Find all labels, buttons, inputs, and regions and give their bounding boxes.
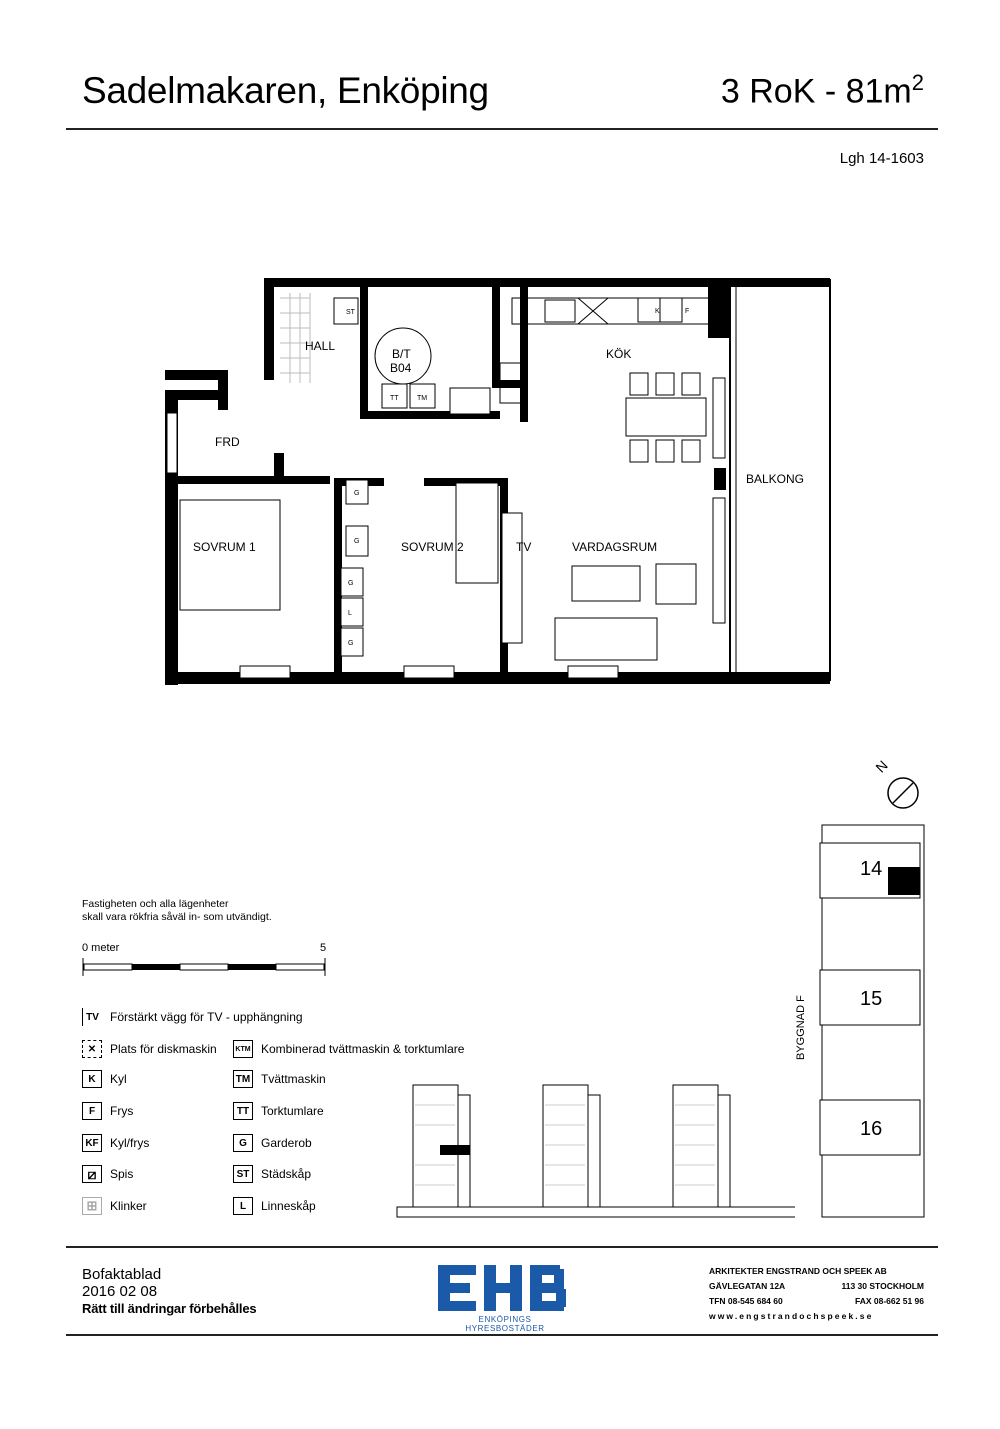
architect-street: GÄVLEGATAN 12A (709, 1281, 786, 1291)
bathroom-fixtures (334, 298, 490, 414)
architect-name: ARKITEKTER ENGSTRAND OCH SPEEK AB (709, 1266, 887, 1276)
architect-contact (709, 1294, 924, 1309)
legend-tv (82, 1008, 303, 1026)
legend-kf (82, 1134, 149, 1152)
legend-label: Torktumlare (261, 1104, 324, 1118)
rights-note: Rätt till ändringar förbehålles (82, 1301, 257, 1316)
room-bedroom-1: SOVRUM 1 (193, 540, 256, 554)
ehb-logo (438, 1265, 568, 1313)
room-storage: FRD (215, 435, 240, 449)
building-elevation (395, 1075, 795, 1220)
architect-tel: TFN 08-545 684 60 (709, 1296, 783, 1306)
note-line-2: skall vara rökfria såväl in- som utvändigt. (82, 911, 272, 923)
page-title: Sadelmakaren, Enköping (82, 70, 489, 111)
fixture-g2: G (354, 538, 360, 545)
footer-left (82, 1266, 256, 1317)
fixture-tt: TT (390, 395, 399, 402)
room-hall: HALL (305, 339, 336, 353)
building-label: BYGGNAD F (795, 995, 807, 1060)
legend-tt (233, 1102, 324, 1120)
f-symbol: F (82, 1102, 102, 1120)
ktm-symbol: KTM (233, 1040, 253, 1058)
architect-fax: FAX 08-662 51 96 (855, 1296, 924, 1306)
legend-f (82, 1102, 133, 1120)
legend-st (233, 1165, 311, 1183)
smoke-free-note (82, 898, 342, 924)
double-bed (180, 500, 280, 610)
room-bedroom-2: SOVRUM 2 (401, 540, 464, 554)
tm-symbol: TM (233, 1070, 253, 1088)
g-symbol: G (233, 1134, 253, 1152)
legend-dishwasher (82, 1040, 217, 1058)
legend-k (82, 1070, 127, 1088)
legend-label: Tvättmaskin (261, 1072, 326, 1086)
highlighted-unit (888, 867, 920, 895)
fixture-st: ST (346, 309, 355, 316)
room-bath-code: B04 (390, 361, 412, 375)
kf-symbol: KF (82, 1134, 102, 1152)
house-14: 14 (860, 858, 883, 880)
stove-icon: ⧄ (82, 1165, 102, 1183)
st-symbol: ST (233, 1165, 253, 1183)
architect-city: 113 30 STOCKHOLM (841, 1281, 924, 1291)
floor-plan (160, 268, 840, 693)
tv-symbol: TV (82, 1008, 102, 1026)
highlighted-floor (440, 1145, 470, 1155)
legend-label: Kombinerad tvättmaskin & torktumlare (261, 1042, 465, 1056)
scale-end-label: 5 (320, 942, 327, 954)
legend-label: Spis (110, 1167, 134, 1181)
footer-rule-bottom (66, 1334, 938, 1336)
tt-symbol: TT (233, 1102, 253, 1120)
architect-website[interactable]: www.engstrandochspeek.se (709, 1311, 874, 1321)
legend-label: Linneskåp (261, 1199, 316, 1213)
architect-info (709, 1264, 924, 1324)
note-line-1: Fastigheten och alla lägenheter (82, 898, 229, 910)
legend-label: Plats för diskmaskin (110, 1042, 217, 1056)
header-rule (66, 128, 938, 130)
legend-spis (82, 1165, 133, 1183)
fixture-l: L (348, 610, 352, 617)
fixture-tm: TM (417, 395, 428, 402)
living-furniture (456, 483, 696, 660)
legend-label: Kyl (110, 1072, 127, 1086)
l-symbol: L (233, 1197, 253, 1215)
tv-wall-mark: TV (516, 540, 532, 554)
room-living: VARDAGSRUM (572, 540, 658, 554)
apartment-size (721, 70, 924, 111)
size-superscript: 2 (911, 70, 924, 95)
fixture-f: F (685, 308, 690, 315)
legend-klinker (82, 1197, 147, 1215)
doc-type: Bofaktablad (82, 1266, 162, 1283)
fixture-g4: G (348, 640, 354, 647)
klinker-floor (280, 293, 310, 383)
fixture-g1: G (354, 490, 360, 497)
legend-l (233, 1197, 316, 1215)
architect-address (709, 1279, 924, 1294)
house-15: 15 (860, 988, 883, 1010)
dining-table (626, 373, 706, 462)
fixture-k: K (655, 308, 660, 315)
legend-label: Förstärkt vägg för TV - upphängning (110, 1010, 303, 1024)
wardrobes (341, 480, 368, 656)
scale-bar (82, 958, 332, 978)
legend-label: Garderob (261, 1136, 312, 1150)
dishwasher-icon: ✕ (82, 1040, 102, 1058)
legend-label: Kyl/frys (110, 1136, 150, 1150)
room-balcony: BALKONG (746, 472, 805, 486)
site-plan (790, 755, 940, 1225)
legend-label: Klinker (110, 1199, 147, 1213)
room-bath: B/T (392, 347, 411, 361)
doc-date: 2016 02 08 (82, 1283, 158, 1300)
house-16: 16 (860, 1118, 883, 1140)
room-kitchen: KÖK (606, 347, 632, 361)
north-label: N (872, 757, 891, 776)
apartment-number: Lgh 14-1603 (839, 150, 924, 167)
legend-ktm (233, 1040, 464, 1058)
footer-rule-top (66, 1246, 938, 1248)
k-symbol: K (82, 1070, 102, 1088)
tile-icon: ⊞ (82, 1197, 102, 1215)
legend-label: Städskåp (261, 1167, 312, 1181)
scale-start-label: 0 meter (82, 942, 120, 954)
size-main: 3 RoK - 81m (720, 72, 912, 111)
legend-g (233, 1134, 312, 1152)
logo-caption: ENKÖPINGS HYRESBOSTÄDER (465, 1315, 545, 1333)
legend-label: Frys (110, 1104, 134, 1118)
fixture-g3: G (348, 580, 354, 587)
legend-tm (233, 1070, 326, 1088)
